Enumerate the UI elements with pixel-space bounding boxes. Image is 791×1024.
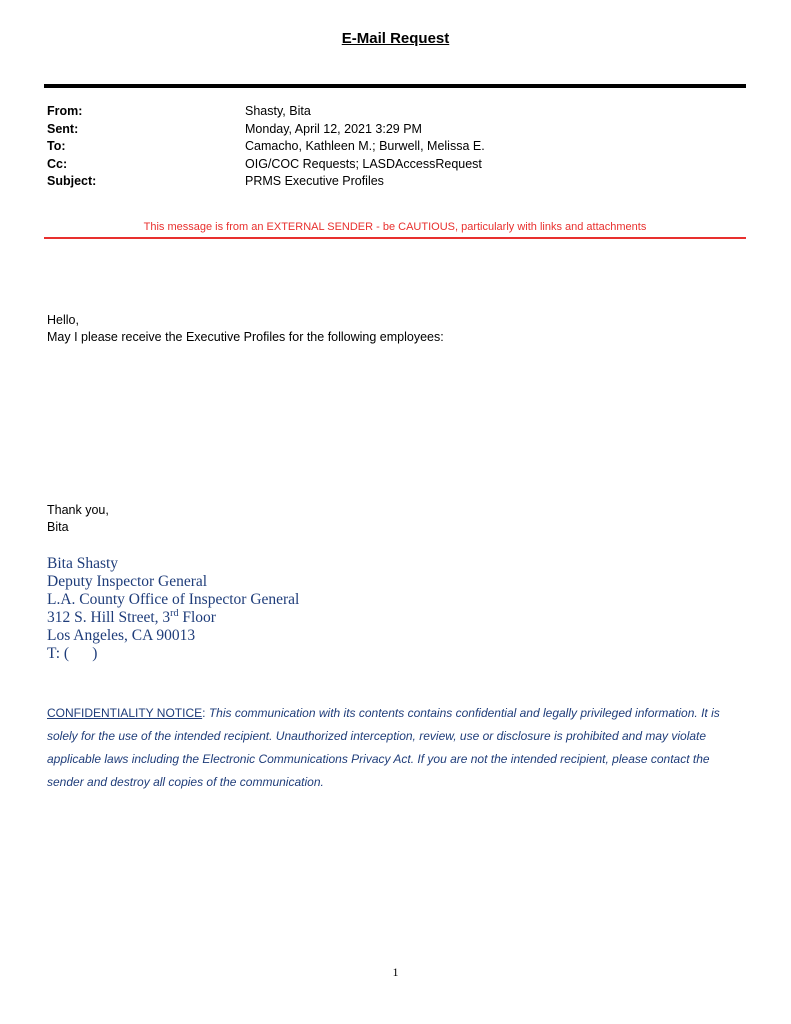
signature-role: Deputy Inspector General (47, 573, 208, 590)
header-label: Sent: (47, 121, 79, 136)
header-label: To: (47, 139, 66, 153)
street-suffix: Floor (178, 609, 216, 626)
header-value: Camacho, Kathleen M.; Burwell, Melissa E. (245, 139, 485, 153)
email-headers (47, 103, 485, 191)
header-label: Subject: (47, 174, 97, 188)
header-row-from (47, 103, 485, 121)
signature-street (47, 609, 299, 627)
document-title: E-Mail Request (341, 30, 450, 47)
page-number: 1 (392, 965, 399, 979)
signature-phone: T: ( ) (47, 645, 98, 662)
signature-office: L.A. County Office of Inspector General (47, 591, 300, 608)
sender-first-name: Bita (47, 520, 69, 534)
confidentiality-notice (47, 702, 737, 794)
header-value: Monday, April 12, 2021 3:29 PM (245, 121, 422, 136)
street-prefix: 312 S. Hill Street, 3 (47, 609, 171, 626)
request-line: May I please receive the Executive Profiles for the following employees: (47, 330, 444, 344)
header-value: PRMS Executive Profiles (245, 174, 384, 188)
header-label: From: (47, 104, 83, 118)
signature-city: Los Angeles, CA 90013 (47, 627, 196, 644)
greeting-line: Hello, (47, 313, 79, 327)
external-sender-warning: This message is from an EXTERNAL SENDER - be CAUTIOUS, particularly with links and attachments (143, 221, 647, 233)
notice-text: This communication with its contents contains confidential and legally privileged information. It is solely for the use of the intended recipient. Unauthorized interception, review, use or disclosure is prohibited and may violate applicable laws including the Electronic Communications Privacy Act. If you are not the intended recipient, please contact the sender and destroy all copies of the communication. (47, 706, 720, 789)
header-divider (44, 84, 746, 88)
header-value: Shasty, Bita (245, 104, 311, 118)
street-ordinal: rd (170, 607, 179, 619)
header-row-to (47, 138, 485, 156)
header-row-subject (47, 173, 485, 191)
thanks-line: Thank you, (47, 503, 109, 517)
message-opening (47, 312, 444, 346)
notice-colon: : (202, 706, 206, 720)
email-signature (47, 555, 299, 663)
signature-name: Bita Shasty (47, 555, 119, 572)
message-closing (47, 502, 109, 536)
warning-divider (44, 237, 746, 239)
header-row-sent (47, 121, 485, 139)
header-value: OIG/COC Requests; LASDAccessRequest (245, 156, 482, 171)
header-label: Cc: (47, 156, 68, 171)
notice-label: CONFIDENTIALITY NOTICE (47, 706, 203, 720)
header-row-cc (47, 156, 485, 174)
